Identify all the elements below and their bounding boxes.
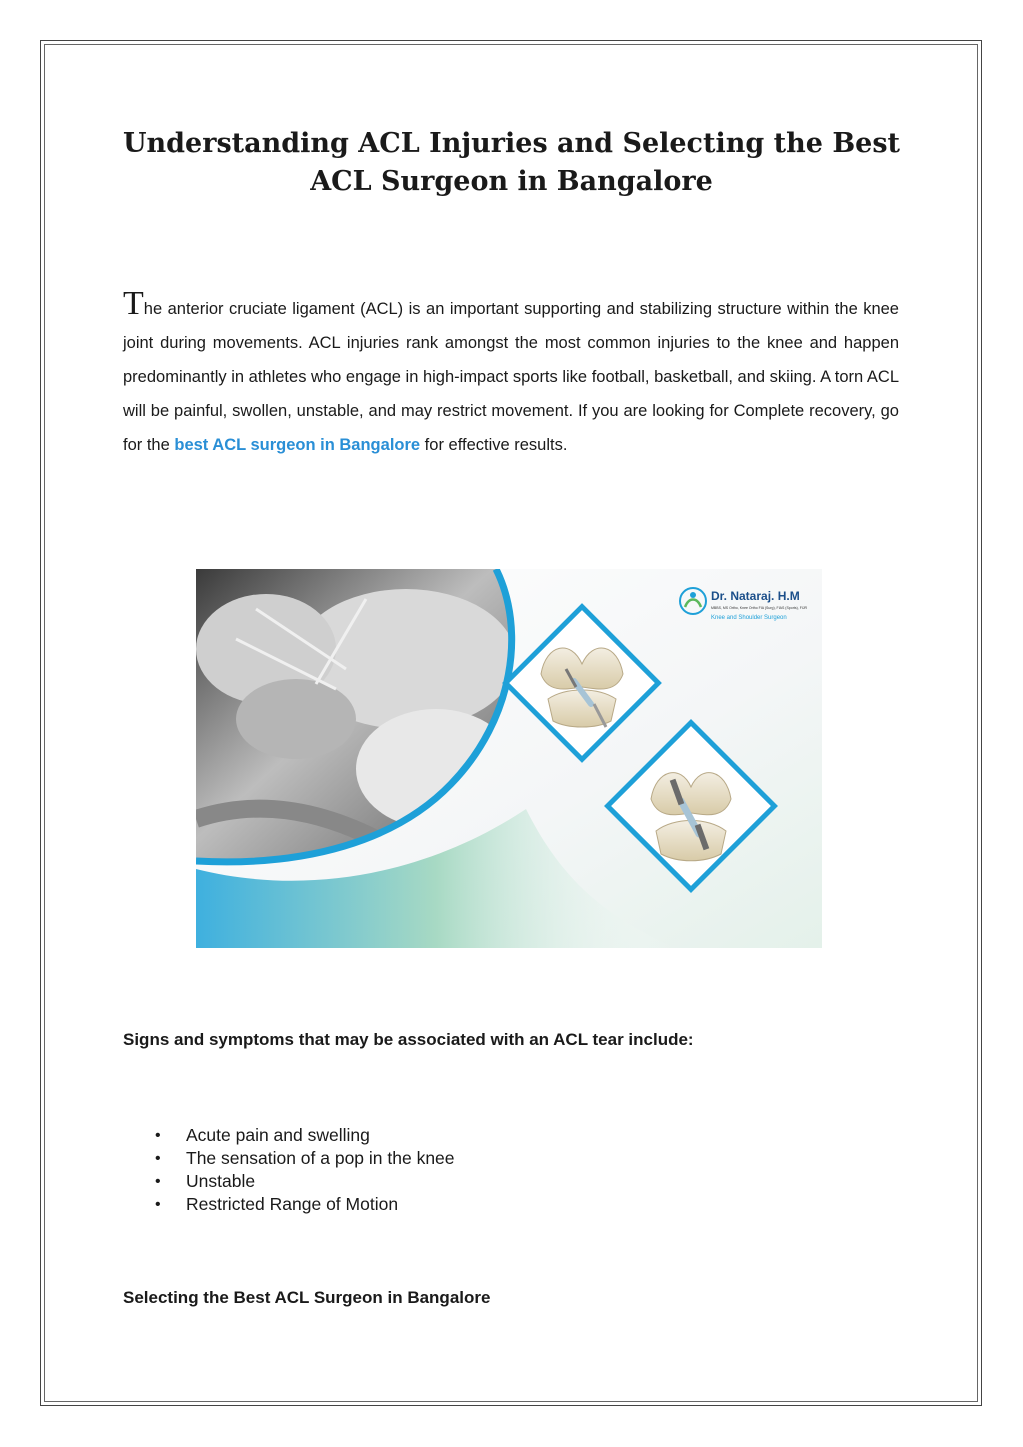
best-acl-surgeon-link[interactable]: best ACL surgeon in Bangalore	[174, 436, 421, 454]
selection-heading: Selecting the Best ACL Surgeon in Bangalore	[123, 1288, 491, 1307]
list-item: • Acute pain and swelling	[155, 1124, 455, 1147]
brand-name: Dr. Nataraj. H.M	[711, 589, 800, 603]
brand-tagline: Knee and Shoulder Surgeon	[711, 615, 787, 621]
illustration-svg	[196, 569, 822, 948]
intro-text-end: for effective results.	[420, 436, 568, 454]
list-item: • Unstable	[155, 1170, 455, 1193]
page-title: Understanding ACL Injuries and Selecting the Best ACL Surgeon in Bangalore	[123, 128, 900, 197]
intro-paragraph	[123, 285, 899, 462]
list-item: • Restricted Range of Motion	[155, 1193, 455, 1216]
brand-credentials: MBBS, MS Ortho, Knee Ortho FIA (Surg), FIAS (Sports), FIJR	[711, 606, 808, 610]
acl-surgery-illustration	[196, 569, 822, 948]
drop-cap: T	[123, 285, 144, 322]
symptoms-list	[155, 1124, 455, 1216]
intro-text: he anterior cruciate ligament (ACL) is an important supporting and stabilizing structure within the knee joint during movements. ACL injuries rank amongst the most common injuries to the knee and happen predominantly in athletes who engage in high-impact sports like football, basketball, and skiing. A torn ACL will be painful, swollen, unstable, and may restrict movement. If you are looking for Complete recovery, go for the	[123, 300, 899, 454]
list-item: • The sensation of a pop in the knee	[155, 1147, 455, 1170]
symptoms-heading: Signs and symptoms that may be associated with an ACL tear include:	[123, 1030, 694, 1049]
